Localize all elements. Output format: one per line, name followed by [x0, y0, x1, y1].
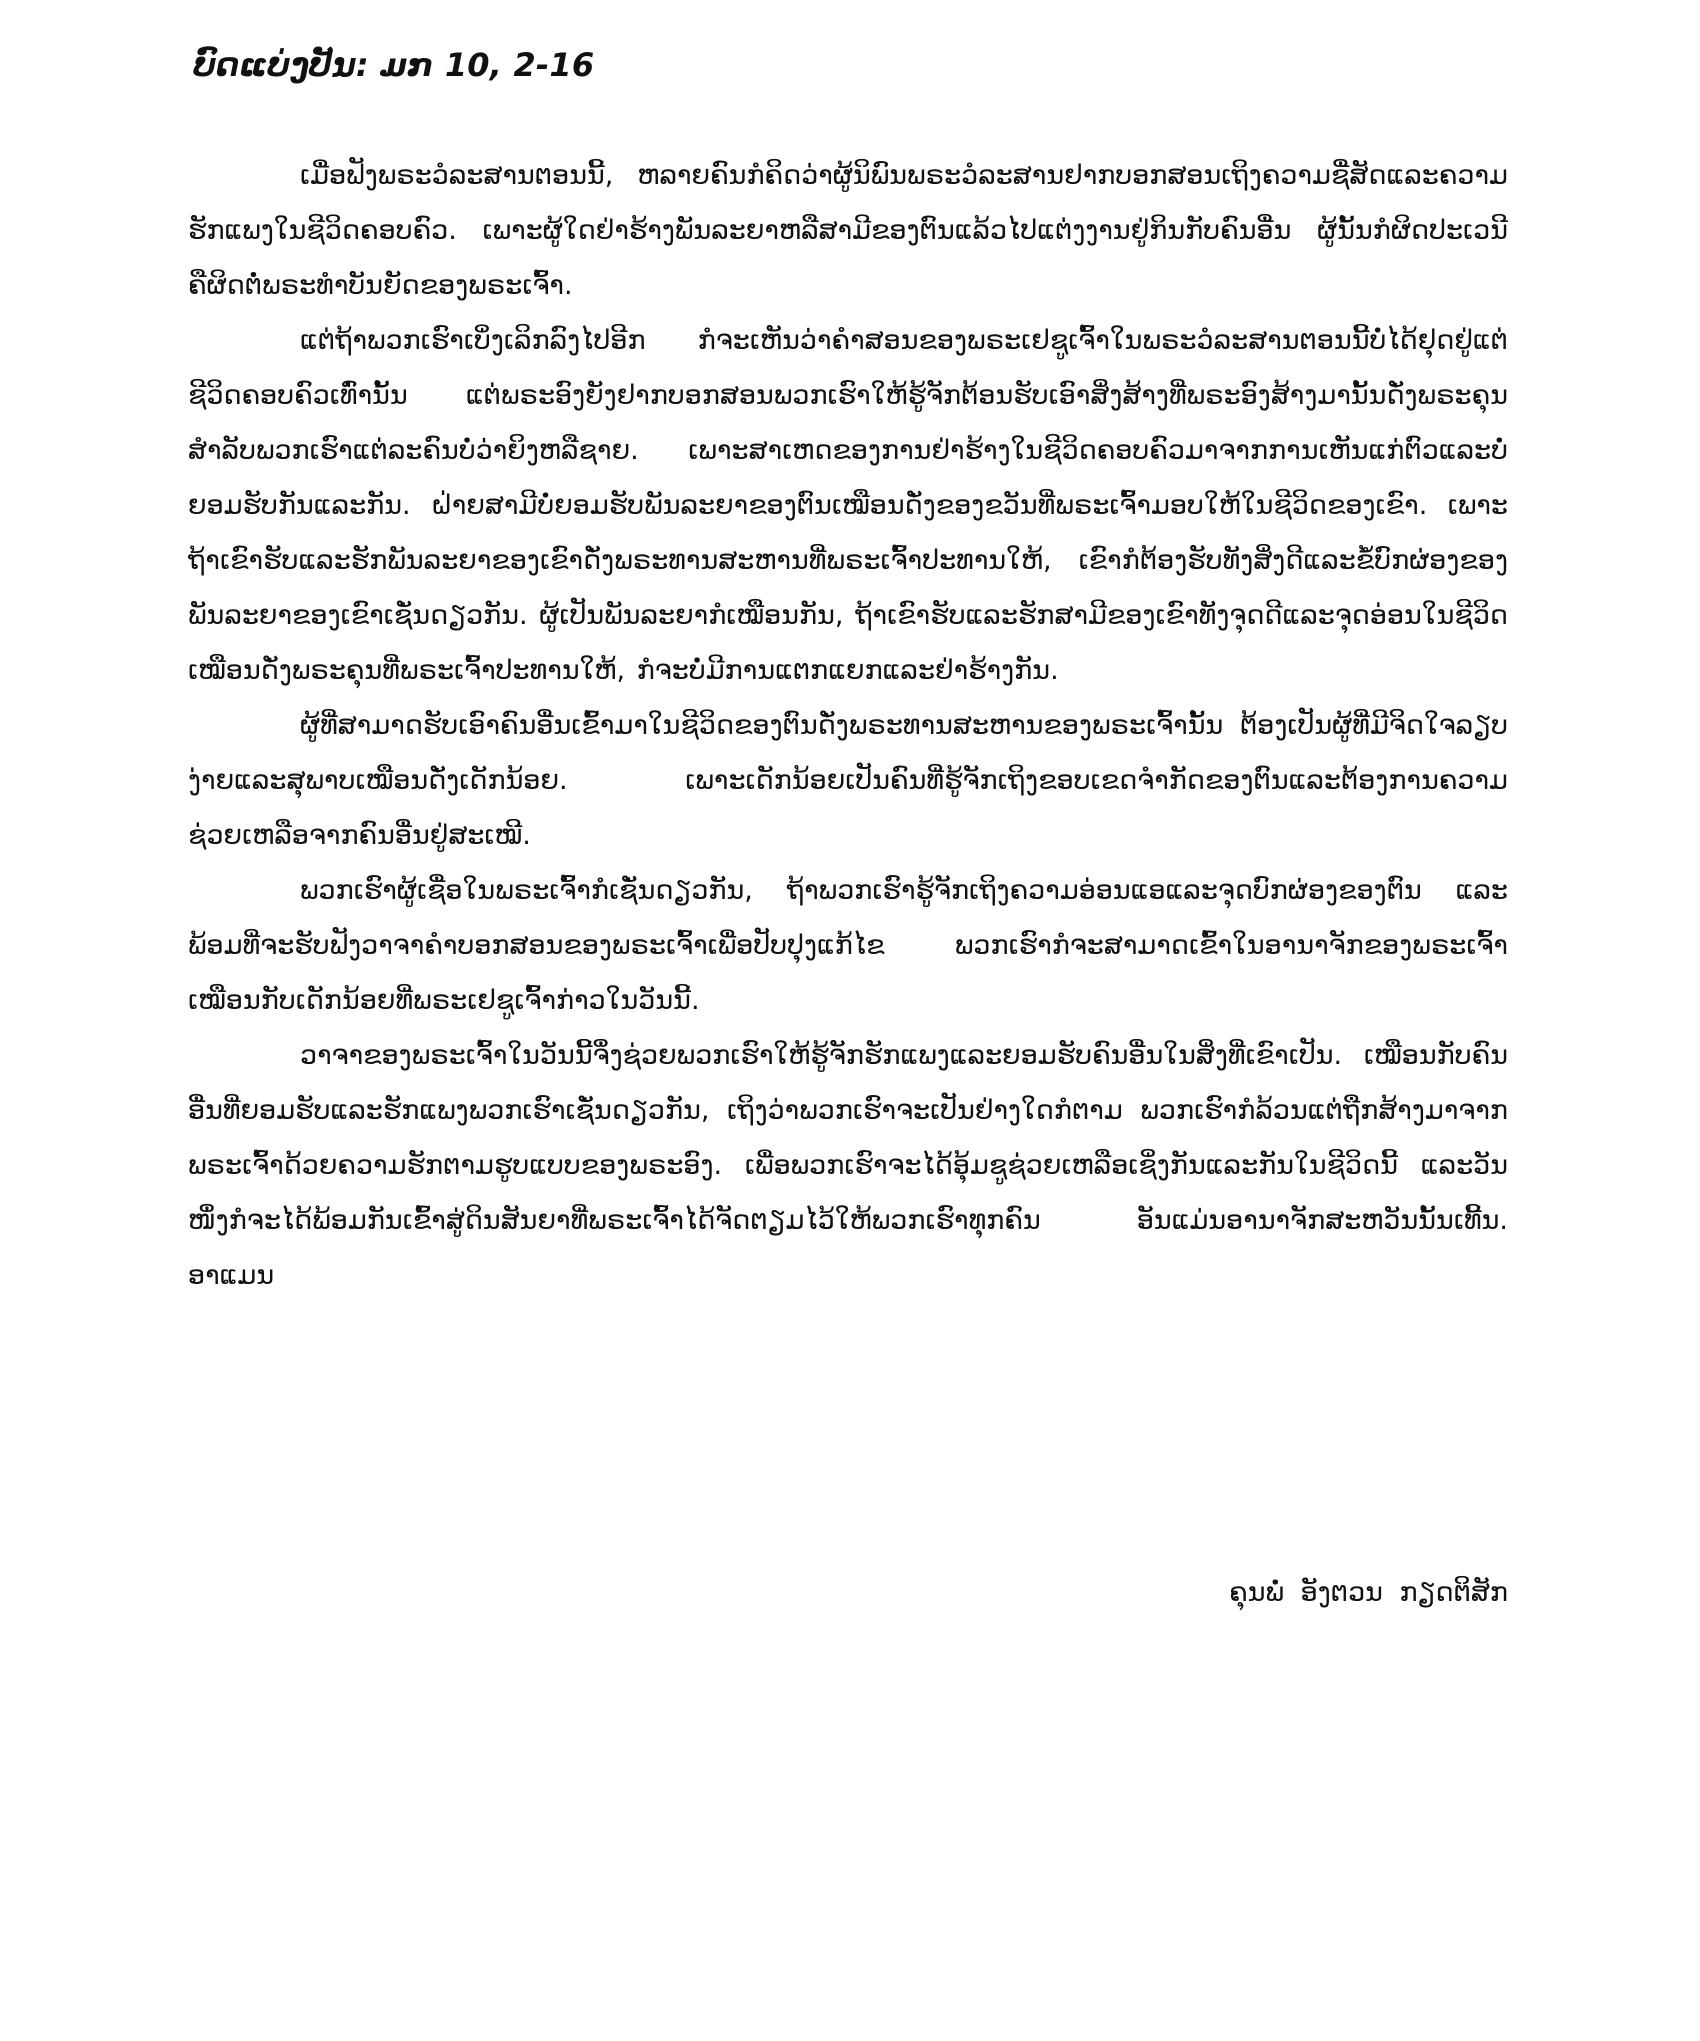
paragraph-3: ຜູ້ທີ່ສາມາດຮັບເອົາຄົນອື່ນເຂົ້າມາໃນຊີວິດຂອງຕົນດັ່ງພຣະທານສະຫານຂອງພຣະເຈົ້ານັ້ນ ຕ້ອງເປັນຜູ້ທີ່ມີຈິດໃຈລຽບງ່າຍແລະສຸພາບເໝືອນດັ່ງເດັກນ້ອຍ. ເພາະເດັກນ້ອຍເປັນຄົນທີ່ຮູ້ຈັກເຖິງຂອບເຂດຈຳກັດຂອງຕົນແລະຕ້ອງການຄວາມຊ່ວຍເຫລືອຈາກຄົນອື່ນຢູ່ສະເໝີ. — [188, 710, 1508, 851]
paragraph-2: ແຕ່ຖ້າພວກເຮົາເບິ່ງເລິກລົງໄປອີກ ກໍຈະເຫັນວ່າຄຳສອນຂອງພຣະເຢຊູເຈົ້າໃນພຣະວໍລະສານຕອນນີ້ບໍ່ໄດ້ຢຸດຢູ່ແຕ່ຊີວິດຄອບຄົວເທົ່ານັ້ນ ແຕ່ພຣະອົງຍັງຢາກບອກສອນພວກເຮົາໃຫ້ຮູ້ຈັກຕ້ອນຮັບເອົາສິ່ງສ້າງທີ່ພຣະອົງສ້າງມານັ້ນດັ່ງພຣະຄຸນສຳລັບພວກເຮົາແຕ່ລະຄົນບໍ່ວ່າຍິງຫລືຊາຍ. ເພາະສາເຫດຂອງການຢ່າຮ້າງໃນຊີວິດຄອບຄົວມາຈາກການເຫັນແກ່ຕົວແລະບໍ່ຍອມຮັບກັນແລະກັນ. ຝ່າຍສາມີບໍ່ຍອມຮັບພັນລະຍາຂອງຕົນເໝືອນດັ່ງຂອງຂວັນທີ່ພຣະເຈົ້າມອບໃຫ້ໃນຊີວິດຂອງເຂົາ. ເພາະຖ້າເຂົາຮັບແລະຮັກພັນລະຍາຂອງເຂົາດັ່ງພຣະທານສະຫານທີ່ພຣະເຈົ້າປະທານໃຫ້, ເຂົາກໍຕ້ອງຮັບທັງສິ່ງດີແລະຂໍ້ບົກຜ່ອງຂອງພັນລະຍາຂອງເຂົາເຊັ່ນດຽວກັນ. ຜູ້ເປັນພັນລະຍາກໍເໝືອນກັນ, ຖ້າເຂົາຮັບແລະຮັກສາມີຂອງເຂົາທັງຈຸດດີແລະຈຸດອ່ອນໃນຊີວິດເໝືອນດັ່ງພຣະຄຸນທີ່ພຣະເຈົ້າປະທານໃຫ້, ກໍຈະບໍ່ມີການແຕກແຍກແລະຢ່າຮ້າງກັນ. — [188, 325, 1508, 686]
document-body — [188, 148, 1508, 1303]
document-title: ບົດແບ່ງປັນ: ມກ 10, 2-16 — [193, 46, 595, 84]
author-signature: ຄຸນພໍ່ ອັງຕວນ ກຽດຕິສັກ — [1229, 1577, 1508, 1608]
paragraph-5: ວາຈາຂອງພຣະເຈົ້າໃນວັນນີ້ຈຶ່ງຊ່ວຍພວກເຮົາໃຫ້ຮູ້ຈັກຮັກແພງແລະຍອມຮັບຄົນອື່ນໃນສິ່ງທີ່ເຂົາເປັນ. ເໝືອນກັບຄົນອື່ນທີ່ຍອມຮັບແລະຮັກແພງພວກເຮົາເຊັ່ນດຽວກັນ, ເຖິງວ່າພວກເຮົາຈະເປັນຢ່າງໃດກໍຕາມ ພວກເຮົາກໍລ້ວນແຕ່ຖືກສ້າງມາຈາກພຣະເຈົ້າດ້ວຍຄວາມຮັກຕາມຮູບແບບຂອງພຣະອົງ. ເພື່ອພວກເຮົາຈະໄດ້ອຸ້ມຊູຊ່ວຍເຫລືອເຊິ່ງກັນແລະກັນໃນຊີວິດນີ້ ແລະວັນໜຶ່ງກໍຈະໄດ້ພ້ອມກັນເຂົ້າສູ່ດິນສັນຍາທີ່ພຣະເຈົ້າໄດ້ຈັດຕຽມໄວ້ໃຫ້ພວກເຮົາທຸກຄົນ ອັນແມ່ນອານາຈັກສະຫວັນນັ້ນເທີ້ນ. ອາແມນ — [188, 1040, 1508, 1291]
paragraph-4: ພວກເຮົາຜູ້ເຊື່ອໃນພຣະເຈົ້າກໍເຊັ່ນດຽວກັນ, ຖ້າພວກເຮົາຮູ້ຈັກເຖິງຄວາມອ່ອນແອແລະຈຸດບົກຜ່ອງຂອງຕົນ ແລະພ້ອມທີ່ຈະຮັບຟັງວາຈາຄຳບອກສອນຂອງພຣະເຈົ້າເພື່ອປັບປຸງແກ້ໄຂ ພວກເຮົາກໍຈະສາມາດເຂົ້າໃນອານາຈັກຂອງພຣະເຈົ້າເໝືອນກັບເດັກນ້ອຍທີ່ພຣະເຢຊູເຈົ້າກ່າວໃນວັນນີ້. — [188, 875, 1508, 1016]
paragraph-1: ເມື່ອຟັງພຣະວໍລະສານຕອນນີ້, ຫລາຍຄົນກໍຄິດວ່າຜູ້ນິພົນພຣະວໍລະສານຢາກບອກສອນເຖິງຄວາມຊື່ສັດແລະຄວາມຮັກແພງໃນຊີວິດຄອບຄົວ. ເພາະຜູ້ໃດຢ່າຮ້າງພັນລະຍາຫລືສາມີຂອງຕົນແລ້ວໄປແຕ່ງງານຢູ່ກິນກັບຄົນອື່ນ ຜູ້ນັ້ນກໍຜິດປະເວນີ ຄືຜິດຕໍ່ພຣະທຳບັນຍັດຂອງພຣະເຈົ້າ. — [188, 160, 1508, 301]
